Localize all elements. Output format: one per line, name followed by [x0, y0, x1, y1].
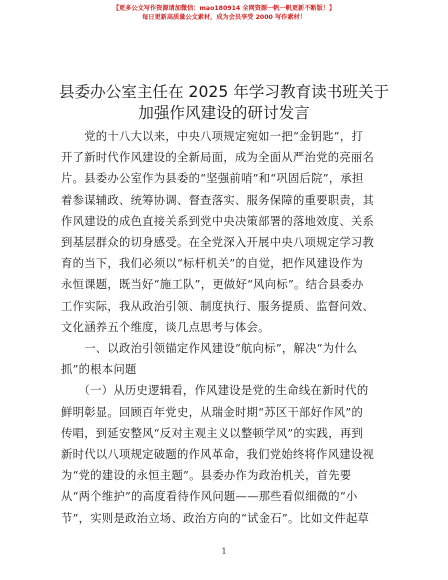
- promo-banner-line1: 【更多公文写作资源请加微信：mao180914 全网资源一帆一帆更新不断版！】: [112, 5, 336, 12]
- document-title-line1: 县委办公室主任在 2025 年学习教育读书班关于: [58, 83, 390, 101]
- page-number: 1: [221, 547, 227, 556]
- text-line: 鲜明彰显。回顾百年党史，从瑞金时期“苏区干部好作风”的: [61, 405, 364, 419]
- text-line: 片。县委办公室作为县委的“坚强前哨”和“巩固后院”，承担: [61, 172, 364, 186]
- paragraph-section1-1: [61, 380, 388, 528]
- text-line: 作风建设的成色直接关系到党中央决策部署的落地效度、关系: [61, 214, 375, 228]
- text-line: （一）从历史逻辑看，作风建设是党的生命线在新时代的: [61, 384, 369, 398]
- text-line: 为“党的建设的永恒主题”。县委办作为政治机关，首先要: [61, 469, 352, 483]
- text-line: 抓”的根本问题: [61, 363, 137, 377]
- text-line: 永恒课题，既当好“施工队”，更做好“风向标”。结合县委办: [61, 278, 364, 292]
- text-line: 着参谋辅政、统筹协调、督查落实、服务保障的重要职责，其: [61, 193, 375, 207]
- promo-banner: [0, 4, 448, 22]
- text-line: 开了新时代作风建设的全新局面，成为全面从严治党的亮丽名: [61, 151, 375, 165]
- text-line: 从“两个维护”的高度看待作风问题——那些看似细微的“小: [61, 490, 358, 504]
- document-body: [61, 126, 388, 529]
- text-line: 工作实际，我从政治引领、制度执行、服务提质、监督问效、: [61, 299, 375, 313]
- text-line: 育的当下，我们必须以“标杆机关”的自觉，把作风建设作为: [61, 257, 364, 271]
- paragraph-intro: [61, 126, 388, 338]
- text-line: 一、以政治引领锚定作风建设“航向标”，解决“为什么: [61, 342, 358, 356]
- text-line: 新时代以八项规定破题的作风革命，我们党始终将作风建设视: [61, 448, 375, 462]
- text-line: 党的十八大以来，中央八项规定宛如一把“金钥匙”，打: [61, 130, 364, 143]
- text-line: 传唱，到延安整风“反对主观主义以整顿学风”的实践，再到: [61, 426, 364, 440]
- section-heading-1: [61, 338, 388, 380]
- document-title: [40, 82, 408, 124]
- text-line: 文化涵养五个维度，谈几点思考与体会。: [61, 320, 270, 334]
- text-line: 到基层群众的切身感受。在全党深入开展中央八项规定学习教: [61, 236, 375, 250]
- text-line: 节”，实则是政治立场、政治方向的“试金石”。比如文件起草: [61, 511, 370, 525]
- document-title-line2: 加强作风建设的研讨发言: [138, 104, 310, 122]
- promo-banner-line2: 每日更新高质量公文素材，成为会员享受 2000 写作素材！: [142, 14, 306, 21]
